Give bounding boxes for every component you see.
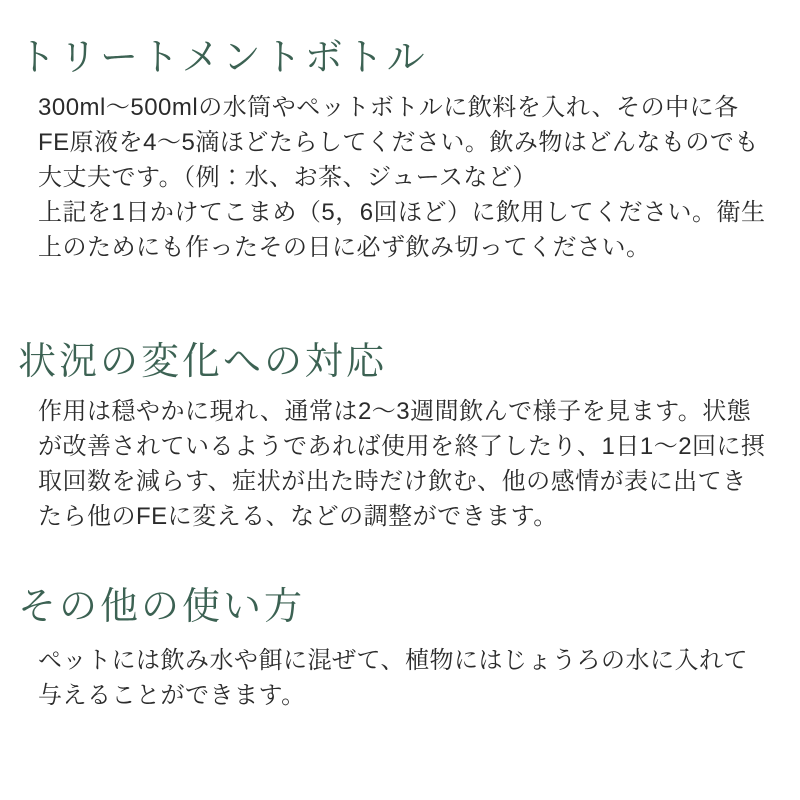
section-situation-change	[18, 340, 770, 534]
section-body	[38, 643, 770, 713]
paragraph-pets-plants: ペットには飲み水や餌に混ぜて、植物にはじょうろの水に入れて与えることができます。	[38, 647, 749, 709]
paragraph-drinking-schedule: 上記を1日かけてこまめ（5，6回ほど）に飲用してください。衛生上のためにも作ったその日に必ず飲み切ってください。	[38, 199, 766, 261]
section-other-uses	[18, 585, 770, 713]
paragraph-usage-dosage: 300ml〜500mlの水筒やペットボトルに飲料を入れ、その中に各FE原液を4〜5滴ほどたらしてください。飲み物はどんなものでも大丈夫です。（例：水、お茶、ジュースなど）	[38, 94, 759, 191]
section-heading-situation-change: 状況の変化への対応	[18, 341, 388, 383]
section-treatment-bottle	[18, 36, 770, 265]
paragraph-adjustment: 作用は穏やかに現れ、通常は2〜3週間飲んで様子を見ます。状態が改善されているようであれば使用を終了したり、1日1〜2回に摂取回数を減らす、症状が出た時だけ飲む、他の感情が表に出てきたら他のFEに変える、などの調整ができます。	[38, 398, 766, 530]
section-heading-other-uses: その他の使い方	[18, 586, 306, 628]
section-body	[38, 90, 770, 265]
section-heading-treatment-bottle: トリートメントボトル	[18, 37, 428, 79]
section-body	[38, 394, 770, 534]
